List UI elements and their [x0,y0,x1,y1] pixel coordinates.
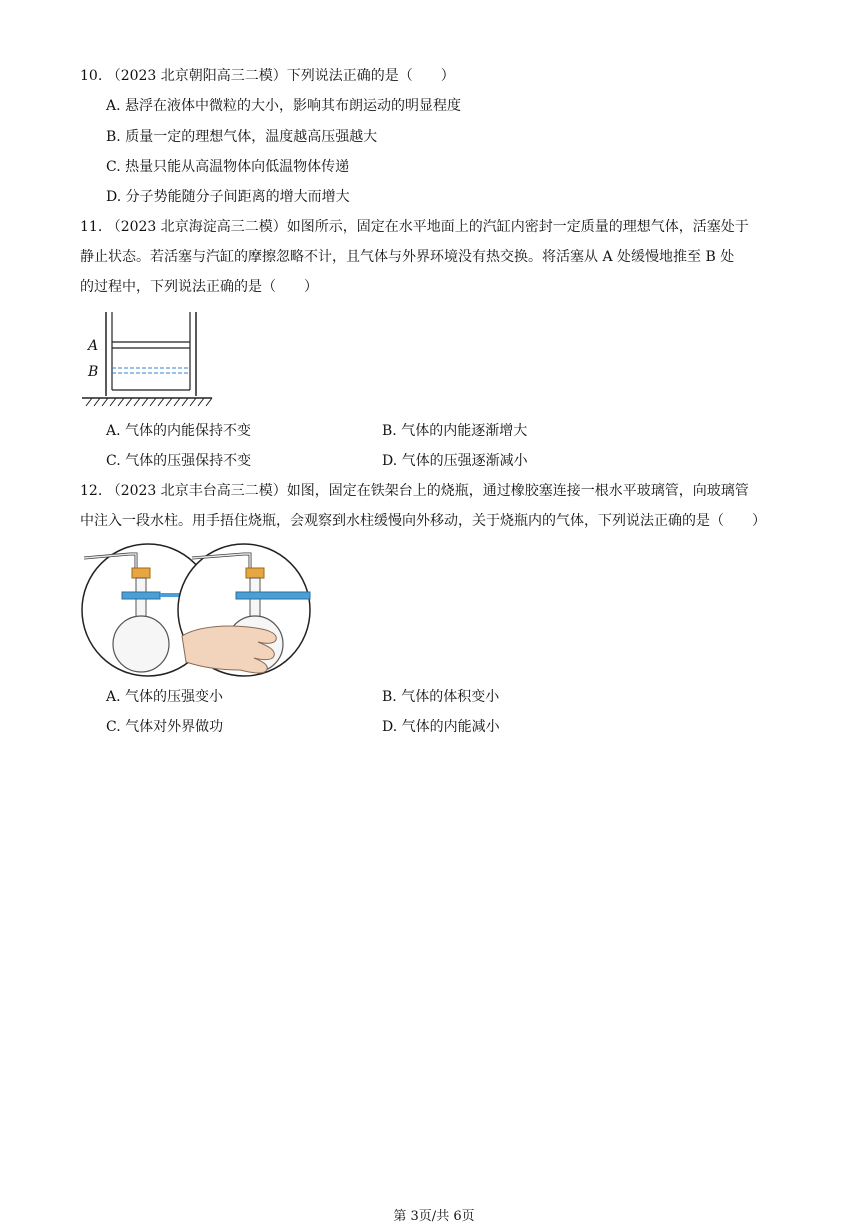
q10-stem: 10. （2023 北京朝阳高三二模）下列说法正确的是（ ） [80,68,455,84]
ground-hatching [86,398,212,406]
q11-option-b: B. 气体的内能逐渐增大 [382,423,528,439]
q12-option-c: C. 气体对外界做功 [106,719,224,735]
q12-stem-line-2: 中注入一段水柱。用手捂住烧瓶，会观察到水柱缓慢向外移动，关于烧瓶内的气体，下列说法正确的是（ ） [80,513,766,529]
flask-with-hand-panel [178,544,310,676]
rubber-stopper [132,568,150,578]
q12-option-a: A. 气体的压强变小 [106,689,224,705]
q11-stem-line-1: 11. （2023 北京海淀高三二模）如图所示，固定在水平地面上的汽缸内密封一定质量的理想气体，活塞处于 [80,219,749,235]
q10-option-d: D. 分子势能随分子间距离的增大而增大 [106,189,350,205]
flask-bulb [113,616,169,672]
q10-option-c: C. 热量只能从高温物体向低温物体传递 [106,159,350,175]
q10-option-b: B. 质量一定的理想气体，温度越高压强越大 [106,129,378,145]
q11-option-c: C. 气体的压强保持不变 [106,453,252,469]
q10-option-a: A. 悬浮在液体中微粒的大小，影响其布朗运动的明显程度 [106,98,462,114]
q12-stem-line-1: 12. （2023 北京丰台高三二模）如图，固定在铁架台上的烧瓶，通过橡胶塞连接一根水平玻璃管，向玻璃管 [80,483,749,499]
cylinder-piston-figure [78,308,218,412]
label-a: A [88,338,99,354]
q11-stem-line-2: 静止状态。若活塞与汽缸的摩擦忽略不计，且气体与外界环境没有热交换。将活塞从 A 处缓慢地推至 B 处 [80,249,735,265]
q11-option-d: D. 气体的压强逐渐减小 [382,453,528,469]
hand [182,626,276,673]
flask-experiment-figure [78,540,314,680]
q11-stem-line-3: 的过程中，下列说法正确的是（ ） [80,279,318,295]
q12-option-d: D. 气体的内能减小 [382,719,500,735]
clamp [122,592,160,599]
page-footer: 第 3页/共 6页 [393,1209,475,1224]
label-b: B [88,364,99,380]
q11-option-a: A. 气体的内能保持不变 [106,423,252,439]
q12-option-b: B. 气体的体积变小 [382,689,500,705]
